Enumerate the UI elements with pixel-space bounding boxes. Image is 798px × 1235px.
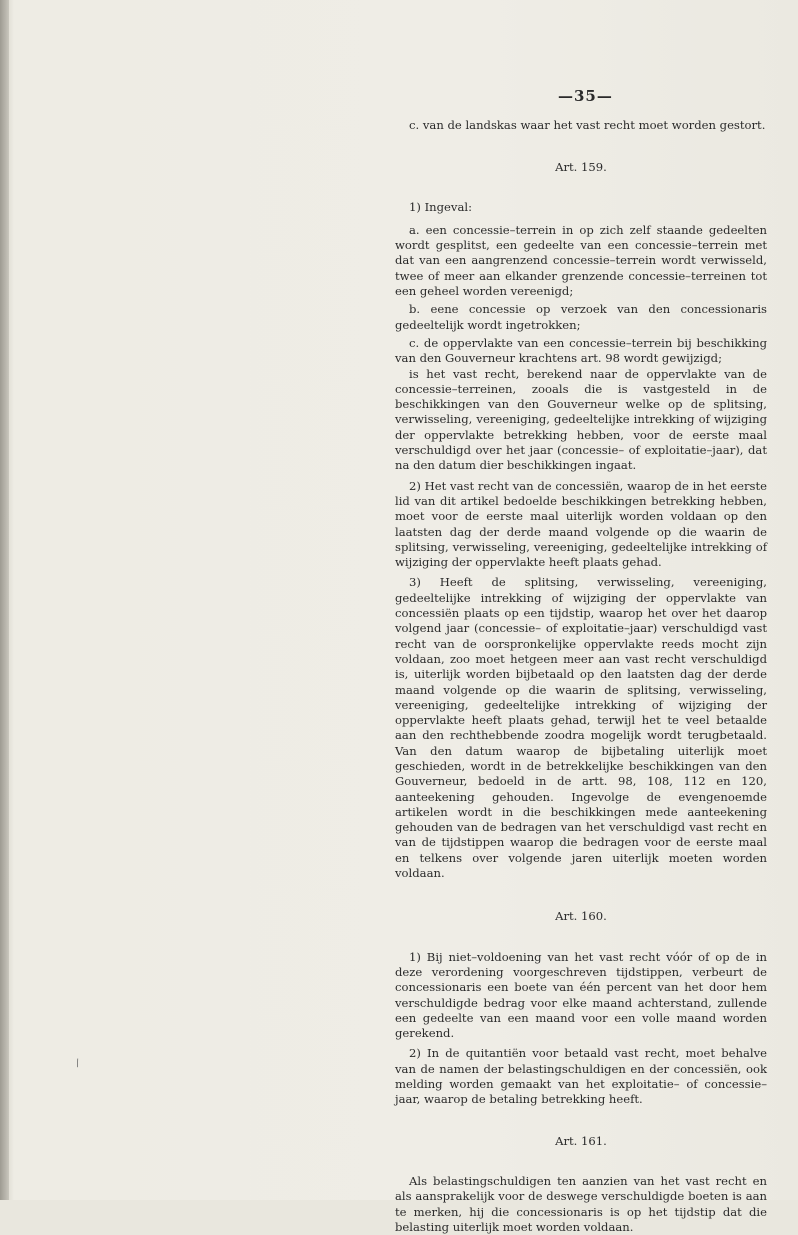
art159-cont: is het vast recht, berekend naar de oppervlakte van de concessie–terreinen, zooals die is vastgesteld in de beschikkingen van den Gouverneur welke op de splitsing, verwisseling, vereeniging, gedeeltelijke intrekking of wijziging der oppervlakte betrekking hebben, voor de eerste maal verschuldigd over het jaar (concessie– of exploitatie–jaar), dat na den datum dier beschikkingen ingaat. <box>395 366 767 473</box>
art159-a: a. een concessie–terrein in op zich zelf staande gedeelten wordt gesplitst, een gedeelte van een concessie–terrein met dat van een aangrenzend concessie–terrein wordt verwisseld, twee of meer aan elkander grenzende concessie–terreinen tot een geheel worden vereenigd; <box>395 222 767 299</box>
art161-title: Art. 161. <box>555 1133 607 1148</box>
page-number: —35— <box>558 87 613 105</box>
text-column <box>395 118 767 1235</box>
art159-c-continuation: c. van de landskas waar het vast recht moet worden gestort. <box>409 118 766 132</box>
margin-mark: / <box>74 1057 81 1070</box>
art159-p1: 1) Ingeval: <box>409 199 472 214</box>
art161-p1: Als belastingschuldigen ten aanzien van het vast recht en als aansprakelijk voor de deswege verschuldigde boeten is aan te merken, hij die concessionaris is op het tijdstip dat die belasting uiterlijk moet worden voldaan. <box>395 1173 767 1234</box>
art160-p1: 1) Bij niet–voldoening van het vast recht vóór of op de in deze verordening voorgeschreven tijdstippen, verbeurt de concessionaris een boete van één percent van het door hem verschuldigde bedrag voor elke maand achterstand, zullende een gedeelte van een maand voor een volle maand worden gerekend. <box>395 949 767 1041</box>
page-edge-shadow <box>0 0 9 1200</box>
art159-b: b. eene concessie op verzoek van den concessionaris gedeeltelijk wordt ingetrokken; <box>395 302 767 332</box>
art159-p3: 3) Heeft de splitsing, verwisseling, vereeniging, gedeeltelijke intrekking of wijziging der oppervlakte van concessiën plaats op een tijdstip, waarop het over het daarop volgend jaar (concessie– of exploitatie–jaar) verschuldigd vast recht van de oorspronkelijke oppervlakte reeds mocht zijn voldaan, zoo moet hetgeen meer aan vast recht verschuldigd is, uiterlijk worden bijbetaald op den laatsten dag der derde maand volgende op die waarin de splitsing, verwisseling, vereeniging, gedeeltelijke intrekking of wijziging der oppervlakte heeft plaats gehad, terwijl het te veel betaalde aan den rechthebbende zoodra mogelijk wordt terugbetaald. Van den datum waarop de bijbetaling uiterlijk moet geschieden, wordt in de betrekkelijke beschikkingen van den Gouverneur, bedoeld in de artt. 98, 108, 112 en 120, aanteekening gehouden. Ingevolge de evengenoemde artikelen wordt in die beschikkingen mede aanteekening gehouden van de bedragen van het verschuldigd vast recht en van de tijdstippen waarop die bedragen voor de eerste maal en telkens over volgende jaren uiterlijk moeten worden voldaan. <box>395 575 767 881</box>
art159-c: c. de oppervlakte van een concessie–terrein bij beschikking van den Gouverneur krachtens art. 98 wordt gewijzigd; <box>395 335 767 366</box>
art159-p2: 2) Het vast recht van de concessiën, waarop de in het eerste lid van dit artikel bedoelde beschikkingen betrekking hebben, moet voor de eerste maal uiterlijk worden voldaan op den laatsten dag der derde maand volgende op die waarin de splitsing, verwisseling, vereeniging, gedeeltelijke intrekking of wijziging der oppervlakte heeft plaats gehad. <box>395 478 767 570</box>
art160-p2: 2) In de quitantiën voor betaald vast recht, moet behalve van de namen der belastingschuldigen en der concessiën, ook melding worden gemaakt van het exploitatie– of concessie–jaar, waarop de betaling betrekking heeft. <box>395 1046 767 1107</box>
art160-title: Art. 160. <box>555 909 607 924</box>
art159-title: Art. 159. <box>555 160 607 175</box>
